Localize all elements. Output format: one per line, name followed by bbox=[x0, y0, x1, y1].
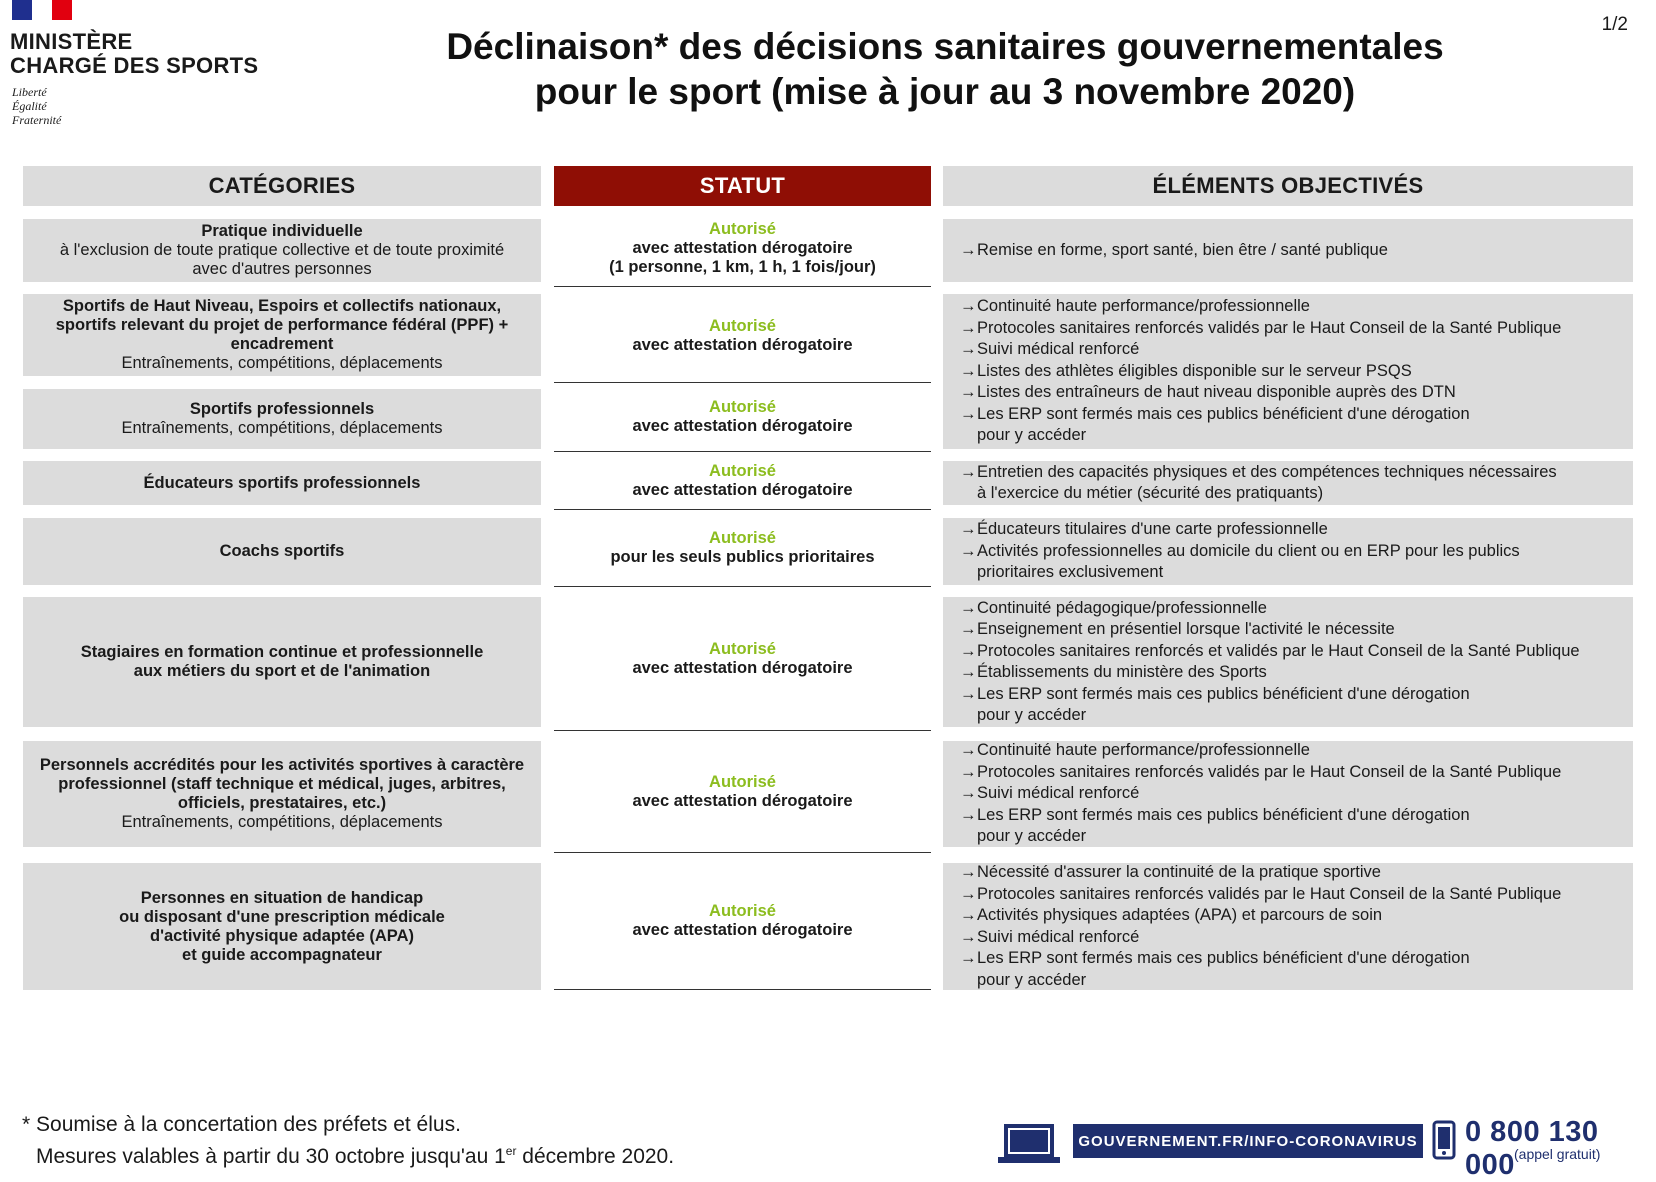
category-title-line: Pratique individuelle bbox=[201, 222, 363, 240]
element-text: Entretien des capacités physiques et des compétences techniques nécessaires à l'exercice du métier (sécurité des pratiquants) bbox=[977, 462, 1557, 502]
status-badge: Autorisé bbox=[709, 902, 776, 920]
arrow-icon: → bbox=[960, 297, 977, 316]
category-title-line: Éducateurs sportifs professionnels bbox=[143, 473, 421, 492]
elements-cell bbox=[943, 461, 1633, 505]
category-cell bbox=[23, 461, 541, 505]
arrow-icon: → bbox=[960, 949, 977, 967]
arrow-icon: → bbox=[960, 462, 977, 481]
element-item bbox=[960, 862, 1633, 884]
status-badge: Autorisé bbox=[709, 529, 776, 547]
status-cell bbox=[554, 853, 931, 990]
element-text: Protocoles sanitaires renforcés et validés par le Haut Conseil de la Santé Publique bbox=[977, 641, 1580, 660]
status-badge: Autorisé bbox=[709, 398, 776, 416]
status-badge: Autorisé bbox=[709, 461, 776, 480]
category-cell bbox=[23, 219, 541, 282]
element-item bbox=[960, 905, 1633, 927]
arrow-icon: → bbox=[960, 598, 977, 617]
category-title-line: officiels, prestataires, etc.) bbox=[177, 794, 387, 812]
element-text: Les ERP sont fermés mais ces publics bénéficient d'une dérogation pour y accéder bbox=[977, 684, 1470, 724]
element-item bbox=[960, 619, 1633, 641]
status-detail: (1 personne, 1 km, 1 h, 1 fois/jour) bbox=[609, 257, 876, 276]
republic-flag-logo bbox=[12, 0, 72, 20]
category-title-line: Coachs sportifs bbox=[219, 542, 345, 560]
elements-cell bbox=[943, 294, 1633, 449]
arrow-icon: → bbox=[960, 884, 977, 903]
status-detail: avec attestation dérogatoire bbox=[632, 417, 853, 435]
element-text: Les ERP sont fermés mais ces publics bénéficient d'une dérogation pour y accéder bbox=[977, 805, 1470, 846]
column-header-status: STATUT bbox=[554, 166, 931, 206]
status-cell bbox=[554, 731, 931, 853]
column-header-elements: ÉLÉMENTS OBJECTIVÉS bbox=[943, 166, 1633, 206]
element-item bbox=[960, 462, 1633, 505]
status-cell bbox=[554, 452, 931, 510]
element-item bbox=[960, 662, 1633, 684]
status-badge: Autorisé bbox=[709, 317, 776, 335]
motto-egalite: Égalité bbox=[12, 99, 47, 113]
element-text: Les ERP sont fermés mais ces publics bénéficient d'une dérogation pour y accéder bbox=[977, 404, 1470, 445]
category-title-line: sportifs relevant du projet de performance fédéral (PPF) + bbox=[55, 316, 509, 334]
elements-cell bbox=[943, 518, 1633, 585]
arrow-icon: → bbox=[960, 404, 977, 423]
category-title-line: d'activité physique adaptée (APA) bbox=[149, 926, 414, 945]
status-detail: avec attestation dérogatoire bbox=[632, 791, 853, 810]
arrow-icon: → bbox=[960, 741, 977, 760]
element-item bbox=[960, 762, 1633, 784]
info-coronavirus-link[interactable]: GOUVERNEMENT.FR/INFO-CORONAVIRUS bbox=[1073, 1124, 1423, 1158]
status-cell bbox=[554, 510, 931, 587]
elements-cell bbox=[943, 741, 1633, 847]
element-text: Activités professionnelles au domicile du client ou en ERP pour les publics prioritaires exclusivement bbox=[977, 541, 1520, 582]
motto-liberte: Liberté bbox=[12, 85, 47, 99]
status-cell bbox=[554, 587, 931, 731]
element-item bbox=[960, 598, 1633, 620]
arrow-icon: → bbox=[960, 927, 977, 946]
element-item bbox=[960, 519, 1633, 541]
category-detail-line: avec d'autres personnes bbox=[192, 260, 372, 278]
page-title bbox=[400, 24, 1490, 114]
category-title-line: ou disposant d'une prescription médicale bbox=[119, 907, 445, 926]
status-badge: Autorisé bbox=[709, 219, 776, 238]
element-text: Suivi médical renforcé bbox=[977, 340, 1140, 359]
column-header-categories: CATÉGORIES bbox=[23, 166, 541, 206]
category-cell bbox=[23, 389, 541, 449]
element-text: Suivi médical renforcé bbox=[977, 927, 1140, 946]
category-cell bbox=[23, 518, 541, 585]
ministry-line2: CHARGÉ DES SPORTS bbox=[10, 53, 259, 78]
arrow-icon: → bbox=[960, 784, 977, 803]
element-text: Remise en forme, sport santé, bien être / santé publique bbox=[977, 240, 1388, 259]
status-detail: avec attestation dérogatoire bbox=[632, 480, 853, 499]
status-detail: pour les seuls publics prioritaires bbox=[610, 548, 875, 566]
category-title-line: Stagiaires en formation continue et professionnelle bbox=[80, 643, 484, 661]
category-title-line: encadrement bbox=[230, 335, 334, 353]
category-title-line: Personnels accrédités pour les activités sportives à caractère bbox=[39, 756, 525, 774]
ministry-line1: MINISTÈRE bbox=[10, 29, 133, 54]
hotline-number[interactable]: 0 800 130 000 bbox=[1465, 1116, 1599, 1181]
elements-cell bbox=[943, 863, 1633, 990]
element-item bbox=[960, 361, 1633, 383]
element-text: Éducateurs titulaires d'une carte professionnelle bbox=[977, 520, 1328, 539]
motto-fraternite: Fraternité bbox=[12, 113, 62, 127]
category-cell bbox=[23, 863, 541, 990]
category-detail-line: Entraînements, compétitions, déplacements bbox=[121, 813, 443, 831]
category-title-line: et guide accompagnateur bbox=[182, 945, 382, 964]
phone-icon bbox=[1432, 1120, 1456, 1160]
arrow-icon: → bbox=[960, 663, 977, 681]
status-detail: avec attestation dérogatoire bbox=[632, 658, 853, 677]
element-text: Continuité pédagogique/professionnelle bbox=[977, 598, 1267, 617]
arrow-icon: → bbox=[960, 318, 977, 337]
element-item bbox=[960, 948, 1633, 991]
category-detail-line: Entraînements, compétitions, déplacements bbox=[121, 419, 443, 437]
element-item bbox=[960, 382, 1633, 404]
arrow-icon: → bbox=[960, 863, 977, 881]
element-item bbox=[960, 240, 1633, 262]
arrow-icon: → bbox=[960, 620, 977, 638]
element-text: Listes des entraîneurs de haut niveau disponible auprès des DTN bbox=[977, 383, 1456, 402]
page-number: 1/2 bbox=[1601, 14, 1628, 35]
category-title-line: professionnel (staff technique et médical, juges, arbitres, bbox=[58, 775, 506, 793]
ministry-name bbox=[10, 30, 258, 78]
element-text: Les ERP sont fermés mais ces publics bénéficient d'une dérogation pour y accéder bbox=[977, 949, 1470, 989]
arrow-icon: → bbox=[960, 240, 977, 259]
element-text: Activités physiques adaptées (APA) et parcours de soin bbox=[977, 906, 1383, 924]
element-text: Enseignement en présentiel lorsque l'activité le nécessite bbox=[977, 620, 1395, 638]
category-title-line: Personnes en situation de handicap bbox=[140, 888, 424, 907]
element-item bbox=[960, 318, 1633, 340]
footnote-line1: * Soumise à la concertation des préfets et élus. bbox=[22, 1113, 461, 1136]
status-detail: avec attestation dérogatoire bbox=[632, 336, 853, 354]
elements-cell bbox=[943, 219, 1633, 282]
hotline-note: (appel gratuit) bbox=[1514, 1146, 1601, 1162]
title-line1: Déclinaison* des décisions sanitaires gouvernementales bbox=[446, 26, 1444, 67]
status-detail: avec attestation dérogatoire bbox=[632, 921, 853, 939]
status-cell bbox=[554, 383, 931, 452]
element-text: Protocoles sanitaires renforcés validés par le Haut Conseil de la Santé Publique bbox=[977, 762, 1562, 781]
arrow-icon: → bbox=[960, 641, 977, 660]
status-detail: avec attestation dérogatoire bbox=[632, 238, 853, 257]
element-item bbox=[960, 641, 1633, 663]
laptop-icon bbox=[998, 1124, 1060, 1164]
element-text: Listes des athlètes éligibles disponible sur le serveur PSQS bbox=[977, 361, 1412, 380]
category-title-line: Sportifs de Haut Niveau, Espoirs et collectifs nationaux, bbox=[62, 297, 502, 315]
element-item bbox=[960, 296, 1633, 318]
status-badge: Autorisé bbox=[709, 639, 776, 658]
arrow-icon: → bbox=[960, 762, 977, 781]
arrow-icon: → bbox=[960, 684, 977, 703]
arrow-icon: → bbox=[960, 383, 977, 402]
category-cell bbox=[23, 294, 541, 376]
element-item bbox=[960, 684, 1633, 727]
status-cell bbox=[554, 290, 931, 383]
category-detail-line: à l'exclusion de toute pratique collective et de toute proximité bbox=[59, 241, 505, 259]
element-text: Continuité haute performance/professionnelle bbox=[977, 297, 1310, 316]
status-cell bbox=[554, 210, 931, 287]
category-title-line: aux métiers du sport et de l'animation bbox=[133, 662, 431, 680]
element-text: Suivi médical renforcé bbox=[977, 784, 1140, 803]
element-text: Protocoles sanitaires renforcés validés par le Haut Conseil de la Santé Publique bbox=[977, 318, 1562, 337]
category-cell bbox=[23, 597, 541, 727]
element-item bbox=[960, 339, 1633, 361]
footnote bbox=[22, 1112, 674, 1170]
element-item bbox=[960, 740, 1633, 762]
element-item bbox=[960, 927, 1633, 949]
arrow-icon: → bbox=[960, 361, 977, 380]
arrow-icon: → bbox=[960, 805, 977, 824]
republic-motto bbox=[12, 85, 61, 127]
element-item bbox=[960, 805, 1633, 848]
arrow-icon: → bbox=[960, 906, 977, 924]
element-text: Protocoles sanitaires renforcés validés par le Haut Conseil de la Santé Publique bbox=[977, 884, 1562, 903]
title-line2: pour le sport (mise à jour au 3 novembre 2020) bbox=[534, 71, 1356, 112]
elements-cell bbox=[943, 597, 1633, 727]
element-text: Nécessité d'assurer la continuité de la pratique sportive bbox=[977, 863, 1381, 881]
element-text: Établissements du ministère des Sports bbox=[977, 663, 1267, 681]
element-item bbox=[960, 783, 1633, 805]
arrow-icon: → bbox=[960, 541, 977, 560]
element-text: Continuité haute performance/professionnelle bbox=[977, 741, 1310, 760]
footnote-line2: Mesures valables à partir du 30 octobre jusqu'au 1er décembre 2020. bbox=[36, 1144, 675, 1168]
category-detail-line: Entraînements, compétitions, déplacements bbox=[121, 354, 443, 372]
category-cell bbox=[23, 741, 541, 847]
element-item bbox=[960, 884, 1633, 906]
element-item bbox=[960, 404, 1633, 447]
element-item bbox=[960, 541, 1633, 584]
arrow-icon: → bbox=[960, 520, 977, 539]
status-badge: Autorisé bbox=[709, 772, 776, 791]
category-title-line: Sportifs professionnels bbox=[189, 400, 375, 418]
arrow-icon: → bbox=[960, 340, 977, 359]
